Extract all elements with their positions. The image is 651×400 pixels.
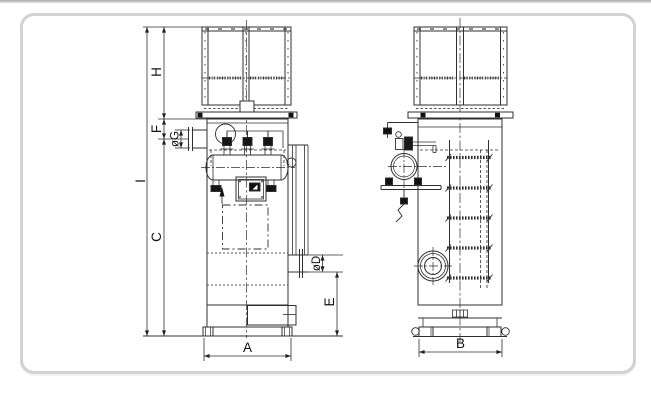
- pulse-valve: [262, 131, 275, 155]
- front-box-flange: [196, 112, 297, 118]
- front-dust-drawer: [248, 306, 297, 326]
- dim-label-G: øG: [169, 131, 182, 147]
- drain-hose: [396, 204, 404, 222]
- drain-valve: [401, 198, 408, 204]
- side-view: [381, 18, 513, 357]
- access-door: [223, 205, 269, 249]
- front-foot-left: [203, 327, 213, 336]
- front-foot-right: [282, 327, 292, 336]
- side-body: [412, 119, 510, 337]
- air-supply-assembly: [381, 123, 446, 223]
- front-box-center-cap: [240, 101, 254, 112]
- regulator-gauge: [396, 132, 402, 138]
- pulse-valve: [241, 131, 254, 155]
- outlet-duct: [288, 145, 308, 278]
- dim-label-B: B: [455, 336, 466, 351]
- dim-label-E: E: [322, 297, 337, 307]
- outlet-flange-face: [414, 247, 452, 285]
- dim-label-I: I: [133, 179, 148, 183]
- anchor-lug-left: [412, 328, 420, 336]
- dim-label-D: øD: [311, 255, 323, 272]
- anchor-lug-right: [502, 328, 510, 336]
- ladder: [446, 140, 493, 283]
- pulse-valve: [221, 131, 234, 155]
- pulse-valves: [221, 131, 284, 155]
- dim-label-A: A: [242, 340, 253, 355]
- front-view: [133, 20, 343, 361]
- front-top-box: [196, 27, 297, 118]
- dim-label-F: F: [149, 124, 164, 134]
- side-top-box: [408, 27, 513, 118]
- dim-label-H: H: [149, 67, 164, 77]
- dim-label-C: C: [149, 232, 164, 242]
- control-box: [236, 177, 266, 201]
- front-body: [143, 119, 343, 336]
- inlet-nozzle: [189, 127, 208, 151]
